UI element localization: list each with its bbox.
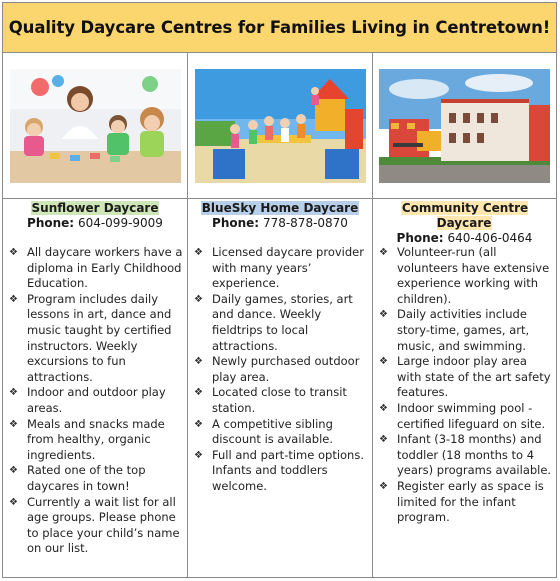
diamond-bullet-icon: ❖ <box>9 293 18 305</box>
list-item: ❖ Currently a wait list for all age groups. Please phone to place your child’s name on our list. <box>9 494 180 556</box>
list-item: ❖ Indoor and outdoor play areas. <box>9 385 166 415</box>
diamond-bullet-icon: ❖ <box>194 449 203 461</box>
list-item: ❖ Infant (3-18 months) and toddler (18 months to 4 years) programs available. <box>379 432 552 478</box>
phone-label: Phone: <box>396 231 444 245</box>
playground-photo <box>195 69 366 183</box>
phone-number: 778-878-0870 <box>262 216 348 230</box>
list-item: ❖ Register early as space is limited for the infant program. <box>379 478 544 525</box>
list-item: ❖ Program includes daily lessons in art, dance and music taught by certified instructors. Weekly excursions to fun attractions. <box>9 291 172 384</box>
diamond-bullet-icon: ❖ <box>194 418 203 430</box>
title-bar <box>3 3 556 53</box>
list-item: ❖ Rated one of the top daycares in town! <box>9 463 146 493</box>
diamond-bullet-icon: ❖ <box>9 496 18 508</box>
photo-cell <box>188 53 372 199</box>
list-item: ❖ Meals and snacks made from healthy, organic ingredients. <box>9 416 165 462</box>
list-item: ❖ A competitive sibling discount is available. <box>194 416 333 447</box>
daycare-name: Sunflower Daycare <box>31 201 159 215</box>
daycare-header <box>3 199 187 245</box>
phone-number: 640-406-0464 <box>447 231 533 245</box>
daycare-header <box>373 199 556 245</box>
list-item: ❖ Daily activities include story-time, games, art, music, and swimming. <box>379 307 530 353</box>
list-item: ❖ Volunteer-run (all volunteers have extensive experience working with children). <box>379 245 550 306</box>
diamond-bullet-icon: ❖ <box>379 247 388 258</box>
daycare-name: Community Centre Daycare <box>401 201 529 230</box>
list-item: ❖ Full and part-time options. Infants and toddlers welcome. <box>194 447 364 493</box>
page-title: Quality Daycare Centres for Families Living in Centretown! <box>8 18 551 37</box>
phone-label: Phone: <box>27 216 75 230</box>
column-community <box>373 53 556 577</box>
feature-list <box>3 245 187 557</box>
daycare-comparison-sheet <box>2 2 557 578</box>
list-item: ❖ Newly purchased outdoor play area. <box>194 354 360 384</box>
phone-label: Phone: <box>212 216 260 230</box>
diamond-bullet-icon: ❖ <box>379 309 388 321</box>
list-item: ❖ Indoor swimming pool - certified lifeguard on site. <box>379 400 546 431</box>
diamond-bullet-icon: ❖ <box>9 465 18 477</box>
feature-list <box>188 245 372 495</box>
daycare-name: BlueSky Home Daycare <box>201 201 359 215</box>
diamond-bullet-icon: ❖ <box>379 434 388 446</box>
community-centre-building-photo <box>379 69 550 183</box>
photo-cell <box>373 53 556 199</box>
column-sunflower <box>3 53 188 577</box>
photo-cell <box>3 53 187 199</box>
diamond-bullet-icon: ❖ <box>379 356 388 368</box>
diamond-bullet-icon: ❖ <box>194 293 203 305</box>
list-item: ❖ All daycare workers have a diploma in Early Childhood Education. <box>9 245 183 291</box>
list-item: ❖ Located close to transit station. <box>194 385 347 415</box>
feature-list <box>373 245 556 526</box>
diamond-bullet-icon: ❖ <box>379 480 388 492</box>
daycare-grid <box>3 53 556 577</box>
diamond-bullet-icon: ❖ <box>194 387 203 399</box>
children-classroom-photo <box>10 69 181 183</box>
column-bluesky <box>188 53 373 577</box>
diamond-bullet-icon: ❖ <box>9 418 18 430</box>
diamond-bullet-icon: ❖ <box>379 402 388 414</box>
list-item: ❖ Large indoor play area with state of the art safety features. <box>379 354 551 400</box>
diamond-bullet-icon: ❖ <box>194 356 203 368</box>
diamond-bullet-icon: ❖ <box>9 387 18 399</box>
diamond-bullet-icon: ❖ <box>194 247 203 258</box>
diamond-bullet-icon: ❖ <box>9 247 18 258</box>
list-item: ❖ Licensed daycare provider with many years’ experience. <box>194 245 364 291</box>
phone-number: 604-099-9009 <box>77 216 163 230</box>
daycare-header <box>188 199 372 245</box>
list-item: ❖ Daily games, stories, art and dance. Weekly fieldtrips to local attractions. <box>194 291 353 353</box>
